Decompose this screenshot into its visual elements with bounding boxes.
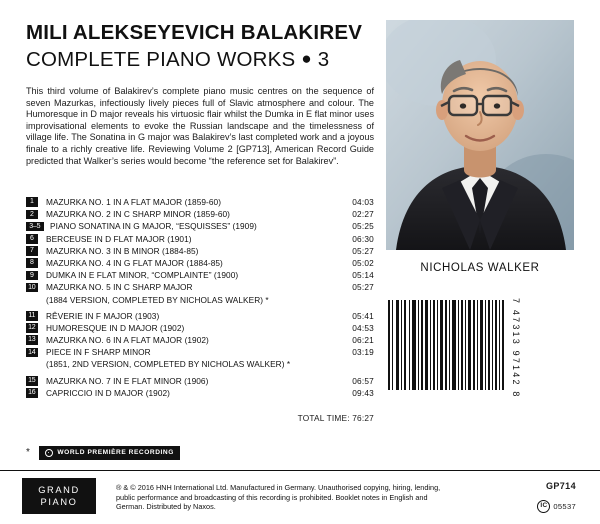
artist-name: NICHOLAS WALKER [420, 262, 540, 274]
track-number: 2 [26, 210, 38, 220]
album-title-text: COMPLETE PIANO WORKS [26, 47, 296, 71]
track-number: 14 [26, 348, 38, 358]
table-row [26, 281, 374, 293]
footnote-star: * [26, 446, 30, 458]
track-number: 6 [26, 234, 38, 244]
table-row [26, 196, 374, 208]
track-subtitle: (1851, 2ND VERSION, COMPLETED BY NICHOLAS WALKER) * [46, 359, 291, 370]
premiere-note [26, 446, 180, 460]
track-title: MAZURKA NO. 4 IN G FLAT MAJOR (1884-85) [46, 257, 223, 268]
track-number: 8 [26, 258, 38, 268]
track-number: 13 [26, 335, 38, 345]
artist-photo [386, 20, 574, 250]
track-duration: 05:14 [352, 270, 374, 281]
track-title: MAZURKA NO. 5 IN C SHARP MAJOR [46, 282, 193, 293]
track-title: BERCEUSE IN D FLAT MAJOR (1901) [46, 233, 192, 244]
track-title: PIANO SONATINA IN G MAJOR, “ESQUISSES” (1909) [50, 221, 257, 232]
track-duration: 04:53 [352, 322, 374, 333]
track-title: RÊVERIE IN F MAJOR (1903) [46, 310, 160, 321]
table-row [26, 220, 374, 232]
volume-number: 3 [317, 47, 330, 71]
footer-divider [0, 470, 600, 471]
premiere-badge-label: WORLD PREMIÈRE RECORDING [57, 449, 174, 457]
track-duration: 06:57 [352, 375, 374, 386]
volume-separator-icon: ● [301, 48, 312, 68]
ifpi-icon: IC [537, 500, 550, 513]
ifpi-mark [537, 500, 576, 513]
track-duration: 03:19 [352, 347, 374, 358]
liner-notes: This third volume of Balakirev’s complete piano music centres on the sequence of seven Mazurkas, infectiously lively pieces full of Slavic atmosphere and colour. The Humoresque in D major reveals his virtuosic flair whilst the Dumka in E flat minor uses improvisational elements to evoke the Russian landscape and the timelessness of village life. The Sonatina in G major was Balakirev’s last completed work and a joyous finale to a richly creative life. Reviewing Volume 2 [GP713], American Record Guide predicted that Walker’s series would become “the reference set for Balakirev”. [26, 86, 374, 166]
track-duration: 05:27 [352, 282, 374, 293]
ifpi-code: 05537 [553, 502, 576, 511]
track-number: 12 [26, 323, 38, 333]
barcode [388, 300, 506, 390]
track-title: MAZURKA NO. 3 IN B MINOR (1884-85) [46, 245, 199, 256]
track-number: 7 [26, 246, 38, 256]
table-row [26, 269, 374, 281]
catalogue-number: GP714 [545, 481, 576, 491]
track-duration: 02:27 [352, 209, 374, 220]
track-title: MAZURKA NO. 1 IN A FLAT MAJOR (1859-60) [46, 197, 222, 207]
track-duration: 06:21 [352, 335, 374, 346]
track-number: 10 [26, 283, 38, 293]
track-title: PIECE IN F SHARP MINOR [46, 347, 151, 358]
table-row [26, 387, 374, 399]
track-number: 16 [26, 388, 38, 398]
track-title: CAPRICCIO IN D MAJOR (1902) [46, 387, 170, 398]
album-title [26, 48, 366, 73]
total-time: TOTAL TIME: 76:27 [297, 413, 374, 423]
track-number: 3–5 [26, 222, 44, 232]
barcode-digits: 7 47313 97142 8 [511, 298, 521, 399]
table-row-subtitle [26, 358, 374, 370]
artist-photo-illustration [386, 20, 574, 250]
track-list [26, 196, 374, 399]
table-row [26, 334, 374, 346]
table-row [26, 322, 374, 334]
track-duration: 05:02 [352, 257, 374, 268]
table-row [26, 245, 374, 257]
premiere-badge [39, 446, 180, 460]
track-number: 9 [26, 271, 38, 281]
track-duration: 04:03 [352, 197, 374, 207]
table-row [26, 375, 374, 387]
track-number: 11 [26, 311, 38, 321]
label-logo-line1: GRAND [38, 485, 80, 495]
track-duration: 05:27 [352, 245, 374, 256]
table-row [26, 208, 374, 220]
label-logo-line2: PIANO [40, 497, 78, 507]
track-subtitle: (1884 VERSION, COMPLETED BY NICHOLAS WALKER) * [46, 294, 269, 305]
track-duration: 06:30 [352, 233, 374, 244]
table-row-subtitle [26, 294, 374, 306]
composer-name: MILI ALEKSEYEVICH BALAKIREV [26, 21, 363, 44]
table-row [26, 346, 374, 358]
track-title: HUMORESQUE IN D MAJOR (1902) [46, 322, 185, 333]
legal-text: ® & © 2016 HNH International Ltd. Manufactured in Germany. Unauthorised copying, hiring, lending, public performance and broadcasting of this recording is prohibited. Booklet notes in English and German. Distributed by Naxos. [116, 483, 441, 512]
title-block [26, 22, 366, 73]
track-title: MAZURKA NO. 7 IN E FLAT MINOR (1906) [46, 375, 209, 386]
disc-icon [45, 449, 54, 458]
track-title: MAZURKA NO. 2 IN C SHARP MINOR (1859-60) [46, 209, 230, 220]
track-number: 15 [26, 376, 38, 386]
track-number: 1 [26, 197, 38, 207]
track-title: MAZURKA NO. 6 IN A FLAT MAJOR (1902) [46, 335, 209, 346]
table-row [26, 257, 374, 269]
track-title: DUMKA IN E FLAT MINOR, “COMPLAINTE” (1900) [46, 270, 239, 281]
track-duration: 05:25 [352, 221, 374, 232]
track-duration: 05:41 [352, 310, 374, 321]
table-row [26, 233, 374, 245]
label-logo [22, 478, 96, 514]
table-row [26, 310, 374, 322]
track-duration: 09:43 [352, 387, 374, 398]
